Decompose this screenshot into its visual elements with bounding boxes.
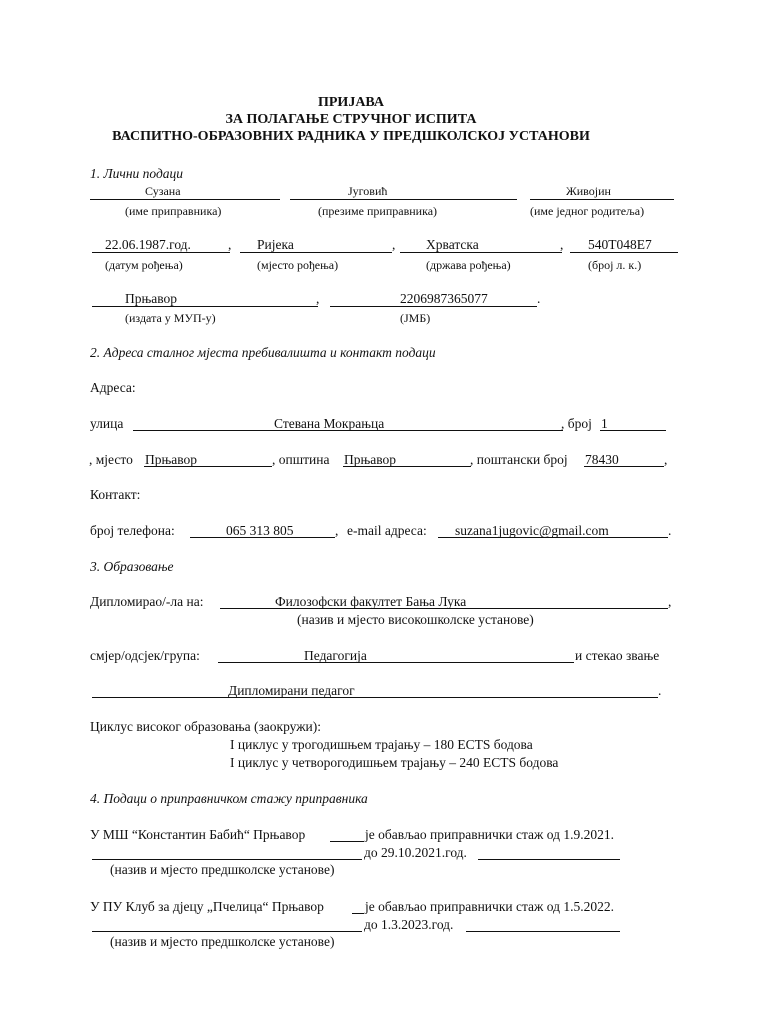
street-number-prefix: , број: [561, 416, 592, 431]
internship2-gap-line: [352, 913, 364, 914]
email-prefix: e-mail адреса:: [347, 523, 427, 538]
title-line: [92, 697, 658, 698]
internship1-until-line: [478, 859, 620, 860]
internship1-start: је обављао приправнички стаж од 1.9.2021.: [365, 827, 614, 842]
last-name-value[interactable]: Југовић: [348, 184, 388, 198]
section-personal-heading: 1. Лични подаци: [90, 166, 184, 181]
parent-name-label: (име једног родитеља): [530, 204, 645, 218]
title-suffix: и стекао звање: [575, 648, 660, 663]
contact-label: Контакт:: [90, 487, 141, 502]
birth-place-line: [240, 252, 392, 253]
birth-date-value[interactable]: 22.06.1987.год.: [105, 237, 191, 252]
phone-prefix: број телефона:: [90, 523, 175, 538]
postal-prefix: , поштански број: [470, 452, 568, 467]
postal-value[interactable]: 78430: [585, 452, 619, 467]
graduated-prefix: Дипломирао/-ла на:: [90, 594, 204, 609]
jmb-value[interactable]: 2206987365077: [400, 291, 488, 306]
internship1-gap-line: [330, 841, 364, 842]
place-value[interactable]: Прњавор: [145, 452, 198, 467]
section-education-heading: 3. Образовање: [90, 559, 174, 574]
id-number-line: [570, 252, 678, 253]
major-prefix: смјер/одсјек/група:: [90, 648, 200, 663]
internship2-label: (назив и мјесто предшколске установе): [110, 934, 335, 949]
first-name-value[interactable]: Сузана: [145, 184, 181, 198]
birth-country-line: [400, 252, 562, 253]
last-name-label: (презиме приправника): [318, 204, 438, 218]
jmb-label: (ЈМБ): [400, 311, 431, 325]
section-internship-heading: 4. Подаци о приправничком стажу приправника: [90, 791, 368, 806]
internship2-line: [92, 931, 362, 932]
form-subtitle-institution: ВАСПИТНО-ОБРАЗОВНИХ РАДНИКА У ПРЕДШКОЛСКОЈ УСТАНОВИ: [112, 129, 590, 144]
parent-name-line: [530, 199, 674, 200]
issued-by-value[interactable]: Прњавор: [125, 291, 178, 306]
id-number-value[interactable]: 540Т048Е7: [588, 237, 652, 252]
internship2-start: је обављао приправнички стаж од 1.5.2022.: [365, 899, 614, 914]
birth-place-label: (мјесто рођења): [257, 258, 339, 272]
last-name-line: [290, 199, 517, 200]
internship1-line: [92, 859, 362, 860]
cycle-option-2[interactable]: I циклус у четворогодишњем трајању – 240 ECTS бодова: [230, 755, 559, 770]
section-address-heading: 2. Адреса сталног мјеста пребивалишта и контакт подаци: [90, 345, 436, 360]
cycle-label: Циклус високог образовања (заокружи):: [90, 719, 322, 734]
birth-country-label: (држава рођења): [426, 258, 511, 272]
internship2-until-line: [466, 931, 620, 932]
email-value[interactable]: suzana1jugovic@gmail.com: [455, 523, 609, 538]
first-name-line: [90, 199, 280, 200]
parent-name-value[interactable]: Живојин: [566, 184, 611, 198]
street-number-line: [600, 430, 666, 431]
birth-date-label: (датум рођења): [105, 258, 183, 272]
address-label: Адреса:: [90, 380, 136, 395]
internship1-until[interactable]: до 29.10.2021.год.: [364, 845, 467, 860]
graduated-value[interactable]: Филозофски факултет Бања Лука: [275, 594, 467, 609]
street-prefix: улица: [90, 416, 124, 431]
form-title: ПРИЈАВА: [317, 95, 384, 110]
major-value[interactable]: Педагогија: [304, 648, 367, 663]
issued-by-line: [92, 306, 318, 307]
street-value[interactable]: Стевана Мокрањца: [274, 416, 385, 431]
municipality-value[interactable]: Прњавор: [344, 452, 397, 467]
id-number-label: (број л. к.): [588, 258, 642, 272]
cycle-option-1[interactable]: I циклус у трогодишњем трајању – 180 ECTS бодова: [230, 737, 533, 752]
internship2-until[interactable]: до 1.3.2023.год.: [364, 917, 454, 932]
internship1-institution[interactable]: У МШ “Константин Бабић“ Прњавор: [90, 827, 306, 842]
internship2-institution[interactable]: У ПУ Клуб за дјецу „Пчелица“ Прњавор: [90, 899, 324, 914]
birth-place-value[interactable]: Ријека: [257, 237, 294, 252]
place-prefix: , мјесто: [89, 452, 133, 467]
birth-country-value[interactable]: Хрватска: [426, 237, 479, 252]
internship1-label: (назив и мјесто предшколске установе): [110, 862, 335, 877]
phone-value[interactable]: 065 313 805: [226, 523, 294, 538]
jmb-line: [330, 306, 537, 307]
major-line: [218, 662, 574, 663]
issued-by-label: (издата у МУП-у): [125, 311, 216, 325]
first-name-label: (име приправника): [125, 204, 222, 218]
title-value[interactable]: Дипломирани педагог: [228, 683, 355, 698]
institution-label: (назив и мјесто високошколске установе): [297, 612, 534, 627]
municipality-prefix: , општина: [272, 452, 330, 467]
street-number-value[interactable]: 1: [601, 416, 608, 431]
birth-date-line: [92, 252, 230, 253]
form-subtitle: ЗА ПОЛАГАЊЕ СТРУЧНОГ ИСПИТА: [225, 112, 477, 127]
